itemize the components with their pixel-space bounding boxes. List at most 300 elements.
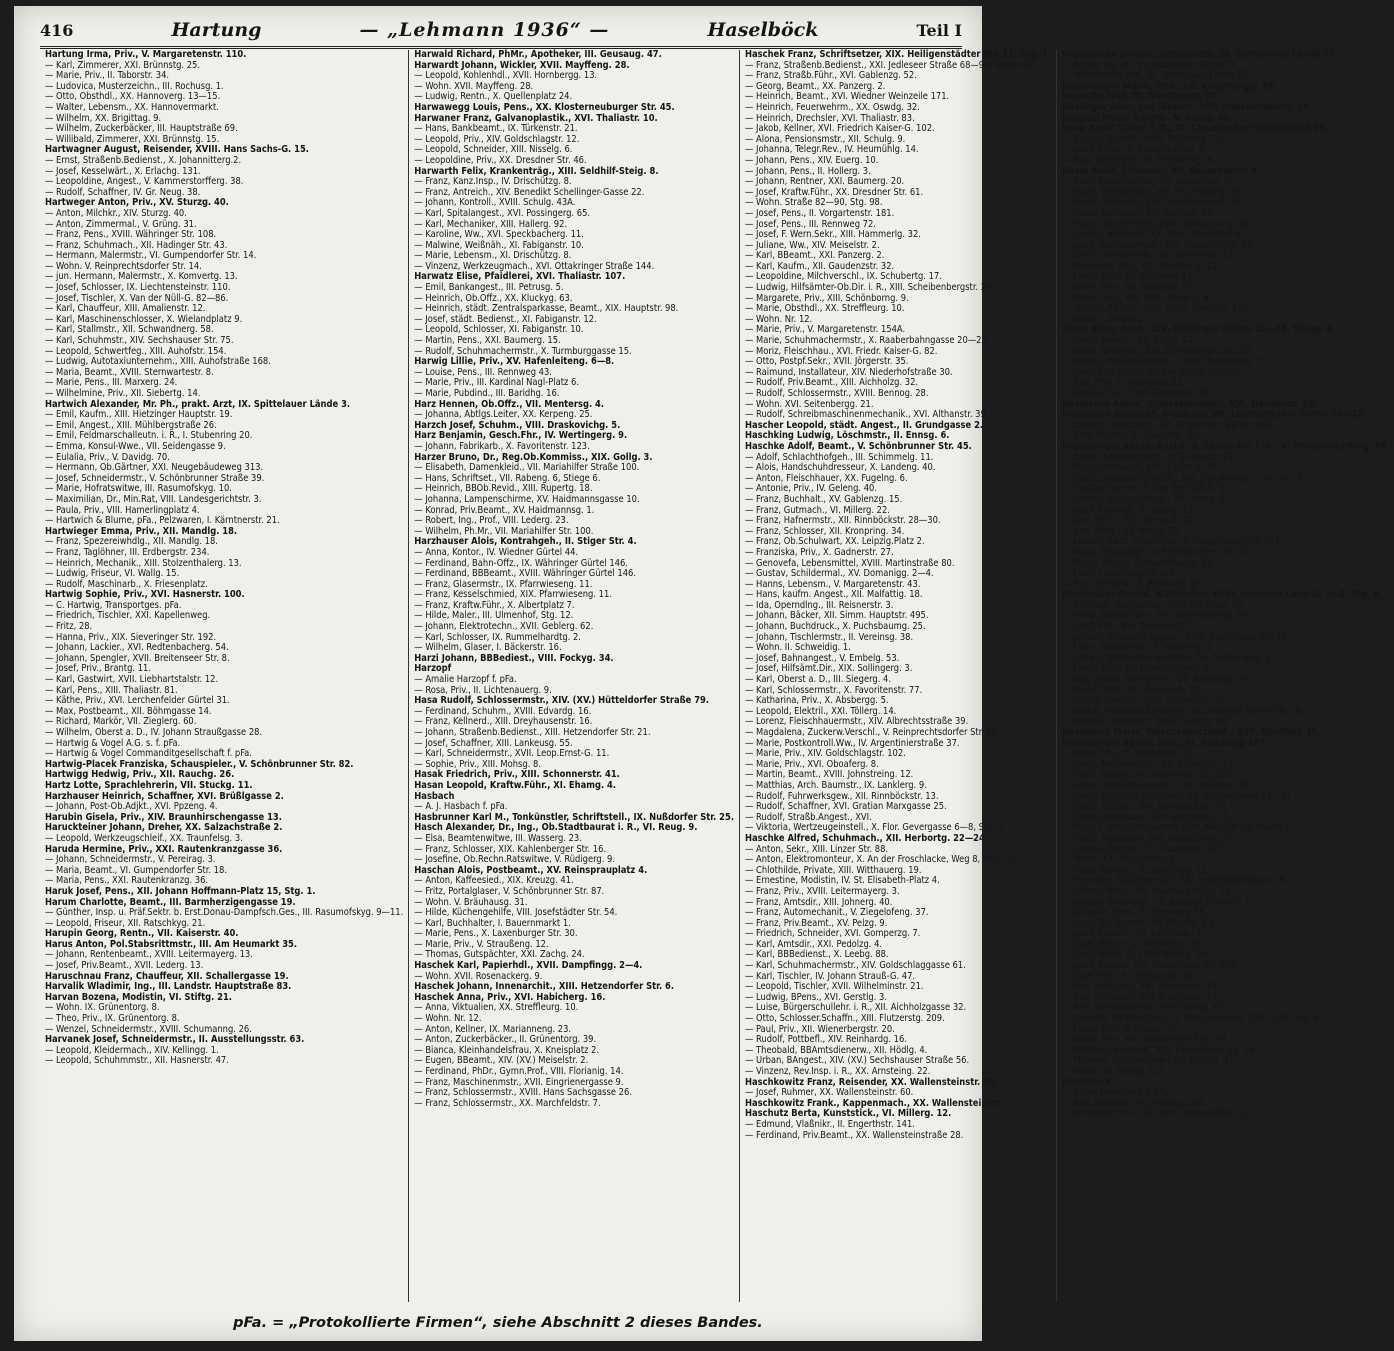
directory-entry: — Rosa, Priv., II. Lichtenauerg. 9.	[414, 684, 552, 696]
directory-entry: Hartwig Sophie, Priv., XVI. Hasnerstr. 100.	[45, 589, 245, 601]
directory-entry: Haschek Johann, Innenarchit., XIII. Hetzendorfer Str. 6.	[414, 981, 675, 993]
directory-entry: — Karl, Stallmstr., XII. Schwandnerg. 58.	[45, 324, 214, 336]
directory-entry: — Franz, Ob.Schulwart, XX. Leipzig.Platz 2.	[745, 536, 925, 548]
directory-entry: — Franz, Spezereiwhdlg., XII. Mandlg. 18.	[45, 536, 218, 548]
directory-entry: — Josef, Schlosser, IX. Liechtensteinstr. 110.	[45, 282, 231, 294]
directory-entry: — Franz, Buchhalt., XV. Gablenzg. 15.	[745, 493, 903, 505]
directory-entry: Haschke Adolf, Beamt., V. Schönbrunner Str. 45.	[745, 440, 972, 452]
directory-entry: — Karl, Gastwirt, XVII. Liebhartstalstr. 12.	[45, 674, 219, 686]
directory-entry: — Marie, Priv., XVI. Oboaferg. 8.	[745, 758, 879, 770]
directory-entry: — Raimund, Installateur, XIV. Niederhofstraße 30.	[745, 366, 953, 378]
directory-entry: — Hans, Bankbeamt., IX. Türkenstr. 21.	[414, 123, 578, 135]
directory-entry: — Paul, Priv., XII. Wienerbergstr. 20.	[745, 1023, 895, 1035]
directory-entry: — Eulalia, Priv., V. Davidg. 70.	[45, 451, 170, 463]
directory-entry: — Ferdinand, Priv.Beamt., XX. Wallensteinstraße 28.	[745, 1129, 964, 1141]
directory-entry: — Konrad, Priv.Beamt., XV. Haidmannsg. 1.	[414, 504, 595, 516]
directory-entry: Harus Anton, Pol.Stabsrittmstr., III. Am Heumarkt 35.	[45, 938, 298, 950]
directory-entry: Hasak Friedrich, Priv., XIII. Schonnerstr. 41.	[414, 769, 620, 781]
directory-entry: Harwatz Elise, Pfaidlerei, XVI. Thaliastr. 107.	[414, 271, 626, 283]
directory-entry: — Ernestine, Priv., XVI. Rich. Wagner-Platz 12.	[1062, 1108, 1254, 1120]
directory-entry: Hartweger Anton, Priv., XV. Sturzg. 40.	[45, 197, 229, 209]
directory-entry: — Hermann, Ob.Gärtner, XXI. Neugebäudeweg 313.	[45, 462, 264, 474]
directory-entry: — Franz, Schlosser, XIII. Dreyhausenstr. 16.	[1062, 197, 1244, 209]
directory-entry: — Wohn. XVI. Seitenbergg. 21.	[745, 398, 874, 410]
directory-entry: — Ernst, Straßenb.Bedienst., X. Johannitterg.2.	[45, 154, 242, 166]
directory-entry: — Anton, Kaffeesied., XIX. Kreuzg. 41.	[414, 875, 574, 887]
directory-entry: — Maria, Beamt., XVIII. Sternwartestr. 8.	[45, 366, 214, 378]
directory-entry: — Rudolf, Straßb.Angest., XVI.	[745, 811, 872, 823]
directory-entry: Hartz Lotte, Sprachlehrerin, VII. Stuckg. 11.	[45, 779, 253, 791]
directory-entry: — Viktoria, Wertzeugeinstell., X. Flor. Gevergasse 6—8, Stg. 3.	[745, 822, 1006, 834]
directory-entry: — Gustav, Stricker, XX. Pasettistr. 105.	[1062, 843, 1225, 855]
directory-entry: — Franz, Taglöhner, III. Erdbergstr. 234.	[45, 546, 210, 558]
directory-entry: — Maria, Priv., II. Ennsg. 20.	[1062, 1023, 1179, 1035]
directory-entry: — Maria, Beamt., VI. Gumpendorfer Str. 18.	[45, 864, 227, 876]
directory-entry: — Johann, Pens., XIII. Hainburger Str. 24.	[1062, 885, 1233, 897]
directory-entry: — Käthe, Priv., XVI. Lerchenfelder Gürtel 31.	[45, 695, 230, 707]
directory-entry: Haselauer Anton, Stukkateurmstr., XVI. Hasnerstr. 25.	[1062, 398, 1318, 410]
directory-entry: — Anna, Straßenb.Angest., XXI. Stadlauer Str. 3.	[1062, 779, 1265, 791]
directory-entry: — Anton, Milchkr., XIV. Sturzg. 40.	[45, 207, 187, 219]
directory-entry: — Josef, Hotel, III. Linke Bahng. 1A.	[1062, 949, 1209, 961]
directory-entry: — Karl, Schuhmstr., XIV. Sechshauser Str. 75.	[45, 335, 234, 347]
directory-entry: Hasel Alois, Rent., XIX. Döblinger Gürtel 21—23, Stiege 3.	[1062, 324, 1335, 336]
directory-entry: — Marie, Priv., XX. Rampstr. 13.	[1062, 282, 1195, 294]
directory-entry: — Ernestine, Modistin, IV. St. Elisabeth-Platz 4.	[745, 875, 940, 887]
directory-entry: — Rudolf, Maschinarb., X. Friesenplatz.	[45, 578, 208, 590]
directory-entry: — Karoline, Wäscherz., XX. Engerthstr. 99 bis 109.	[1062, 419, 1273, 431]
directory-entry: — Luise, Bürgerschullehr. i. R., XII. Aichholzgasse 32.	[745, 1002, 967, 1014]
directory-entry: — Karl, Schneidermstr., XVII. Leop.Ernst-G. 11.	[414, 748, 610, 760]
directory-entry: — Johann, Kontroll., XVIII. Schulg. 43A.	[414, 197, 576, 209]
directory-entry: — Wilhelm, XX. Brigittag. 9.	[45, 112, 162, 124]
directory-entry: — Johann, Spengler, XVII. Breitenseer Str. 8.	[45, 652, 230, 664]
directory-entry: — Anton, Zimmermal., V. Grüng. 31.	[45, 218, 197, 230]
directory-entry: — Thomas, Gutspächter, XXI. Zachg. 24.	[414, 949, 585, 961]
directory-entry: — Anton, Fleischhauer, XX. Fugelng. 6.	[745, 472, 908, 484]
directory-entry: — Wilhelm, Ph.Mr., VII. Mariahilfer Str. 100.	[414, 525, 594, 537]
directory-entry: — Rudolf, Schaffner, XVI. Gratian Marxgasse 25.	[745, 801, 947, 813]
directory-entry: — Franz, Angest., XII. Salbg. 22.	[1062, 335, 1196, 347]
directory-entry: — Ferdinand, Bahn-Offz., IX. Währinger Gürtel 146.	[414, 557, 628, 569]
directory-entry: — Rudolf, Priv., XX. Aspernstr. 12.	[1062, 684, 1203, 696]
directory-entry: — Wohn. XX. Pöchlarnstr. 8.	[1062, 854, 1178, 866]
directory-entry: — Franz, Glasermstr., IX. Pfarrwieseng. 11.	[414, 578, 593, 590]
directory-entry: — Franz, Schlosser, XII. Kronpring. 34.	[745, 525, 905, 537]
directory-entry: — Marie, Priv., XXI. Wilh. Raab-G. 4.	[1062, 292, 1212, 304]
directory-entry: — jun. Hermann, Malermstr., X. Komvertg. 13.	[45, 271, 238, 283]
directory-entry: — Rudolf, Schreibmaschinenmechanik., XVI. Althanstr. 39.	[745, 409, 989, 421]
directory-entry: — Johann, Buchdruck., X. Puchsbaumg. 25.	[745, 621, 926, 633]
directory-page	[14, 6, 1390, 1341]
directory-entry: — Franz, Kraftw.Führ., X. Albertplatz 7.	[414, 599, 575, 611]
directory-entry: — Rina, Private, II. Stuwerstr. 44.	[1062, 430, 1200, 442]
directory-entry: — Anton, Ing.-Pr., XV. Mariahilfer Gürtel 3.	[1062, 59, 1237, 71]
directory-entry: — Heinrich, Drechsler, XVI. Thaliastr. 83.	[745, 112, 915, 124]
directory-entry: — Anton, BBahnschaffn., II. Eichenstr. 23.	[1062, 451, 1236, 463]
directory-entry: — Johanna, Lampenschirme, XV. Haidmannsgasse 10.	[414, 493, 640, 505]
directory-entry: — Marie, Obsthdl., XX. Streffleurg. 10.	[745, 303, 905, 315]
directory-entry: Hartwich Alexander, Mr. Ph., prakt. Arzt, IX. Spittelauer Lände 3.	[45, 398, 351, 410]
directory-entry: — Wohn. XVII. Mayffeng. 28.	[414, 80, 534, 92]
directory-entry: — Josef, Pens., III. Rennweg 72.	[745, 218, 876, 230]
directory-entry: Haschutz Berta, Kunststick., VI. Millerg. 12.	[745, 1108, 952, 1120]
directory-entry: — Marianne, Priv., XX. Streffleurg. 12.	[1062, 260, 1220, 272]
directory-entry: — Heinrich, Mechanik., XIII. Stolzenthalerg. 13.	[45, 557, 242, 569]
directory-entry: — Marie, Hofratswitwe, III. Rasumofskyg. 10.	[45, 483, 232, 495]
directory-entry: — Ludwig, Hilfsämter-Ob.Dir. i. R., XIII. Scheibenbergstr. 29.	[745, 282, 995, 294]
directory-entry: — Georg, Beamt., XX. Panzerg. 2.	[745, 80, 886, 92]
directory-entry: — Marie, Lebensm., XI. Drischützg. 8.	[414, 250, 572, 262]
directory-entry: — Leopold, Priv., XIV. Goldschlagstr. 12.	[414, 133, 580, 145]
directory-entry: — Heinrich, Ob.Offz., XX. Kluckyg. 63.	[414, 292, 573, 304]
directory-entry: — Alois, Automonteur, XX. Salzachstr. 32.	[1062, 176, 1237, 188]
directory-entry: — Magdalena, Zuckerw.Verschl., V. Reinprechtsdorfer Str. 10.	[745, 727, 1000, 738]
page-header	[40, 14, 962, 49]
directory-entry: — Hanna, Priv., XIX. Sieveringer Str. 192.	[45, 631, 217, 643]
directory-entry: — Karl, Tischler, IV. Johann Strauß-G. 47.	[745, 970, 916, 982]
directory-entry: — Johann, Rentenbeamt., XVIII. Leitermayerg. 13.	[45, 949, 253, 961]
directory-entry: — Theo, Priv., IX. Grünentorg. 8.	[45, 1013, 180, 1025]
directory-entry: — Sophie, Priv., XVIII. Gablenzg. 52.	[1062, 388, 1212, 399]
directory-entry: Haruda Hermine, Priv., XXI. Rautenkranzgasse 36.	[45, 843, 283, 855]
directory-entry: — Paul, Drechsler, XII. Frühwirthg. 8.	[1062, 154, 1216, 166]
header-title: — „Lehmann 1936“ —	[359, 19, 610, 41]
directory-entry: Hasel Adolf, Schlosser, XV. Rauscherstr. 9.	[1062, 165, 1260, 177]
directory-entry: Harzch Josef, Schuhm., VIII. Draskovichg. 5.	[414, 419, 621, 431]
column-1	[40, 50, 409, 1302]
directory-entry: Haschel Franz, Kaufm., V. Kohlg. 46.	[1062, 112, 1233, 124]
directory-entry: — Wilhelm, Oberst a. D., IV. Johann Straußgasse 28.	[45, 727, 263, 738]
directory-entry: — Anton, Elektromonteur, X. An der Froschlacke, Weg 8, Parz. 50.	[745, 854, 1020, 866]
directory-entry: — Josef, Priv., XV. Schanzstr. 40.	[1062, 970, 1196, 982]
directory-columns	[40, 49, 1390, 1302]
directory-entry: — Karl, Schlossermstr., XIV. Fahrdg. 47.	[1062, 1002, 1226, 1014]
column-4	[1057, 50, 1394, 1302]
directory-entry: — Klara, Hausbesitz., X. Muhreng. 5.	[1062, 642, 1215, 654]
directory-entry: — Martin, Pens., XXI. Baumerg. 15.	[414, 335, 561, 347]
directory-entry: — Franz, Straßenb.Bedienst., XXI. Jedleseer Straße 68—94, Stiege 20.	[745, 59, 1038, 71]
directory-entry: Harwaner Franz, Galvanoplastik., XVI. Thaliastr. 10.	[414, 112, 658, 124]
directory-entry: — Walter, Lebensm., XX. Hannovermarkt.	[45, 101, 219, 113]
directory-entry: — August, Beamt., XVIII. Roßhartg. 70.	[1062, 133, 1225, 145]
directory-entry: Hasch Alexander, Dr., Ing., Ob.Stadtbaurat i. R., VI. Reug. 9.	[414, 822, 698, 834]
directory-entry: Harvan Bozena, Modistin, VI. Stiftg. 21.	[45, 991, 232, 1003]
directory-entry: — Josef, Kleinhdl., X. Kleing. 45.	[1062, 504, 1196, 516]
directory-entry: — Theobald, BBAmtsdienerw., XII. Hödlg. 4.	[745, 1044, 928, 1056]
directory-entry: — Franz, Gutmach., VI. Millerg. 22.	[745, 504, 890, 516]
directory-entry: — Wilhelm, Glaser, I. Bäckerstr. 16.	[414, 642, 562, 654]
directory-entry: — Johann, Bäcker, XII. Simm. Hauptstr. 495.	[745, 610, 929, 622]
directory-entry: — Ferdinand, Schuhm., XVIII. Edvardg. 16.	[414, 705, 592, 717]
directory-entry: — Anton, Zuckerbäcker., II. Grünentorg. 39.	[414, 1034, 597, 1046]
directory-entry: — Johann, Straßenb.Angest., XVIII. Breitenseer Str. 12.	[1062, 631, 1290, 643]
directory-entry: Harwald Richard, PhMr., Apotheker, III. Geusaug. 47.	[414, 49, 662, 60]
directory-entry: — Gustav, Dreher, X. Van der Nüll-G. 3.	[1062, 483, 1227, 495]
directory-entry: — Johann, Pens., XIV. Euerg. 10.	[745, 154, 879, 166]
directory-entry: — Karl, BBBedienst., X. Leebg. 88.	[745, 949, 889, 961]
directory-entry: Haschking Ludwig, Löschmstr., II. Ennsg. 6.	[745, 430, 950, 442]
directory-entry: — Otto, Schlosser.Schaffn., XIII. Flutzerstg. 209.	[745, 1013, 945, 1025]
directory-entry: — Elisabeth, Damenkleid., VII. Mariahilfer Straße 100.	[414, 462, 640, 474]
directory-entry: — Hilde, Küchengehilfe, VIII. Josefstädter Str. 54.	[414, 907, 618, 919]
directory-entry: — Hans, Rentner, IX. Bleicherg. 11.	[1062, 864, 1210, 876]
directory-entry: — Margarete, Priv., XIII. Schönborng. 9.	[745, 292, 909, 304]
directory-entry: — Rudolf, Straßenb.Schaffner, XX. Adalbert Stifter-Str. 16.	[1062, 705, 1304, 717]
directory-entry: Haschek Anna, Priv., XVI. Habicherg. 16.	[414, 991, 606, 1003]
directory-entry: — Ferdinand, PhDr., Gymn.Prof., VIII. Florianig. 14.	[414, 1066, 624, 1077]
directory-entry: — Josef, Bahnangest., V. Embelg. 53.	[745, 652, 900, 664]
directory-entry: — Anton, Sekr., XIII. Linzer Str. 88.	[745, 843, 889, 855]
header-first-entry: Hartung	[171, 19, 262, 41]
page-footer-note: pFa. = „Protokollierte Firmen“, siehe Abschnitt 2 dieses Bandes.	[233, 1315, 763, 1331]
directory-entry: — Johanna, Pens., III. Rennweg 16.	[1062, 907, 1207, 919]
directory-entry: Harwig Lillie, Priv., XV. Hafenleiteng. 6—8.	[414, 356, 615, 368]
directory-entry: — Johann, Straßenb.Bedienst., XIII. Hetzendorfer Str. 21.	[414, 727, 651, 738]
directory-entry: — Marie, Pubdind., III. Baridhg. 16.	[414, 388, 560, 399]
directory-entry: Hartung Irma, Priv., V. Margaretenstr. 110.	[45, 49, 247, 60]
directory-entry: — Josef, Pens., X. Naaderbahng. 2.	[1062, 144, 1208, 156]
directory-entry: — Hilde, Maler., III. Ulmenhof, Stg. 12.	[414, 610, 574, 622]
directory-entry: — Rudolf, Schuhmachermstr., X. Turmburggasse 15.	[414, 345, 632, 357]
directory-entry: — Karl, Bertr., XVI. Rampstr. 24.	[1062, 515, 1196, 527]
directory-entry: Haselbeck Marie, Wäschebeschließ., XVII. Schilfstr. 16.	[1062, 727, 1321, 738]
directory-entry: — Louise, Pens., III. Rennweg 43.	[414, 366, 552, 378]
directory-entry: — Franz, Schlosser, XIX. Kahlenberger Str. 16.	[414, 843, 607, 855]
directory-entry: — Friedrich, Tischler, XXI. Kapellenweg.	[45, 610, 211, 622]
directory-entry: — Karl, Oberst a. D., III. Siegerg. 4.	[745, 674, 891, 686]
directory-entry: — Anton, Kellner, IX. Marianneng. 23.	[414, 1023, 572, 1035]
directory-entry: — Mag. graph. Fachgesch., VII. Neubaug. 78.	[1062, 674, 1250, 686]
directory-entry: Haselböck	[1062, 1076, 1111, 1088]
directory-entry: — Franz, Feuerwehrm., XX. Kleinerstr. 29.	[1062, 758, 1236, 770]
directory-entry: — Marie, Priv., V. Margaretenstr. 154A.	[745, 324, 906, 336]
directory-entry: — Karl, Kaufm., XII. Gaudenzstr. 32.	[745, 260, 895, 272]
directory-entry: — Friedrich, Schneider, XVI. Gomperzg. 7.	[745, 928, 921, 940]
directory-entry: — Johann, Tischlermstr., II. Vereinsg. 38.	[745, 631, 914, 643]
directory-entry: Haschek Karl, Papierhdl., XVII. Dampfingg. 2—4.	[414, 960, 643, 972]
page-number: 416	[40, 20, 74, 40]
directory-entry: — Josef, Dr., Beamt., XV. Fröbelg. 53.	[1062, 917, 1216, 929]
directory-entry: — Josef, Schneidermstr., V. Schönbrunner Straße 39.	[45, 472, 265, 484]
directory-entry: — Wohn. Nr. 12.	[745, 313, 813, 325]
directory-entry: — Hans, kaufm. Angest., XII. Malfattig. 18.	[745, 589, 923, 601]
directory-entry: — Karl, Musiker, VII. Lindeng. 14A.	[1062, 1097, 1206, 1109]
directory-entry: — Josef, Priv., VIII. Schlösselg. 2.	[1062, 621, 1198, 633]
directory-entry: — Franz, Schlossermstr., XX. Marchfeldstr. 7.	[414, 1097, 601, 1109]
directory-entry: — Josef, Fleisch., XII. Lanbrudg. 2.	[1062, 928, 1205, 940]
directory-entry: — Wohn. XVII. Rosenackerg. 9.	[414, 970, 543, 982]
directory-entry: — Anna, Viktualien, XX. Streffleurg. 10.	[414, 1002, 579, 1014]
directory-entry: Hasan Leopold, Kraftw.Führ., XI. Ehamg. 4.	[414, 779, 617, 791]
directory-entry: — Leopoldine, Priv., XX. Dresdner Str. 46.	[414, 154, 587, 166]
directory-entry: — Heinrich, städt. Zentralsparkasse, Beamt., XIX. Hauptstr. 98.	[414, 303, 679, 315]
directory-entry: — Rudolf, Schaffner, IV. Gr. Neug. 38.	[45, 186, 201, 198]
directory-entry: — Leopold, Pol.Kanz.Insp., V. Margaretenstr. 100—104, Stg. 9.	[1062, 1013, 1321, 1025]
directory-entry: — Leopold, Friseur, XII. Ratschkyg. 21.	[45, 917, 206, 929]
directory-entry: — Ludovica, Musterzeichn., III. Rochusg. 1.	[45, 80, 224, 92]
directory-entry: — Franz, Antreich., XIV. Benedikt Schellinger-Gasse 22.	[414, 186, 645, 198]
directory-entry: — Genovefa, Lebensmittel, XVIII. Martinstraße 80.	[745, 557, 955, 569]
directory-entry: — Franz, Priv., XVIII. Leitermayerg. 3.	[745, 885, 900, 897]
directory-entry: — Josef, städt. Bedienst., XI. Fabiganstr. 12.	[414, 313, 597, 325]
directory-entry: — Franz, Wagnermstr., XVIII. Schumanng. 38.	[1062, 218, 1252, 230]
directory-entry: — Emil, Feldmarschalleutn. i. R., I. Stubenring 20.	[45, 430, 253, 442]
directory-entry: — Johann, Rentner, XXI. Baumerg. 20.	[745, 176, 905, 188]
directory-entry: — Wohn. Straße 82—90, Stg. 98.	[745, 197, 883, 209]
directory-entry: — Wohn. Nr. 12.	[414, 1013, 482, 1025]
directory-entry: — Karl, Maschinenschlosser, X. Wielandplatz 9.	[45, 313, 243, 325]
directory-entry: Hartwieger Emma, Priv., XII. Mandlg. 18.	[45, 525, 238, 537]
directory-entry: — Max, Postbeamt., XII. Böhmgasse 14.	[45, 705, 212, 717]
directory-entry: — Heinrich, BBOb.Revid., XIII. Rupertg. 18.	[414, 483, 593, 495]
directory-entry: Harzer Bruno, Dr., Reg.Ob.Kommiss., XIX. Gollg. 3.	[414, 451, 653, 463]
directory-entry: — Heinrich, Beamt., XVI. Wiedner Weinzeile 171.	[745, 91, 950, 103]
directory-entry: Haschke Alfred, Schuhmach., XII. Herbortg. 22—24.	[745, 832, 988, 844]
directory-entry: — C. Hartwig, Transportges. pFa.	[45, 599, 182, 611]
directory-entry: — Franz, Schlosser, XIX. Kahlenberger Str. 16.	[1062, 345, 1254, 357]
directory-entry: — Karl, Amtsgeh., XVI. Himmelstr. 61.	[1062, 981, 1221, 993]
directory-entry: Harz Benjamin, Gesch.Fhr., IV. Wertingerg. 9.	[414, 430, 628, 442]
directory-entry: — Amalie Harzopf f. pFa.	[414, 674, 517, 686]
directory-entry: — Marie, Priv., V. Straußeng. 12.	[414, 938, 549, 950]
directory-entry: — Josef, Hetzer, V. Wimmerg. 19.	[1062, 938, 1201, 950]
directory-entry: — Leopold, Tischler, XVII. Wilhelminstr. 21.	[745, 981, 924, 993]
directory-entry: — Franz, Kellnerd., XIII. Dreyhausenstr. 16.	[414, 716, 593, 728]
directory-entry: Harwardt Johann, Wickler, XVII. Mayffeng. 28.	[414, 59, 630, 71]
directory-entry: — Franz, Kanz.Insp., IV. Drischützg. 8.	[414, 176, 572, 188]
directory-entry: — Maria, Hausange., V. Schönbrunner Str. 72.	[1062, 546, 1253, 558]
directory-entry: — Anna, Priv., IX. Sobieskig. 21.	[1062, 748, 1195, 760]
directory-entry: — Josef, Ruhmer, XX. Wallensteinstr. 60.	[745, 1087, 914, 1099]
directory-entry: — Johann, Pens., II. Hollerg. 3.	[745, 165, 871, 177]
directory-entry: Harwawegg Louis, Pens., XX. Klosterneuburger Str. 45.	[414, 101, 675, 113]
directory-entry: — Marie, Priv., XV. Henrietteplatz 3.	[1062, 663, 1211, 675]
directory-entry: — Johann, Schneidermstr., V. Pereirag. 3.	[45, 854, 216, 866]
directory-entry: Harum Charlotte, Beamt., III. Barmherzigengasse 19.	[45, 896, 296, 908]
directory-entry: — Johanna, Telegr.Rev., IV. Heumühlg. 14.	[745, 144, 919, 156]
directory-entry: — Franz, Kesselschmied, XIX. Pfarrwieseng. 11.	[414, 589, 612, 601]
directory-entry: — Franz, Schlosser, XX. Winterg. 27.	[1062, 207, 1215, 219]
directory-entry: Harzopf	[414, 663, 452, 675]
directory-entry: — Johann, Antreich., XX. Pater Abel-Platz 9.	[1062, 229, 1244, 241]
directory-entry: — Malwine, Weißnäh., XI. Fabiganstr. 10.	[414, 239, 584, 251]
directory-entry: — Franz, Maschinenmstr., XVII. Eingrienergasse 9.	[414, 1076, 624, 1088]
directory-entry: Haschan Alois, Postbeamt., XV. Reinsprauplatz 4.	[414, 864, 648, 876]
directory-entry: Harzhauser Heinrich, Schaffner, XVI. Brüßlgasse 2.	[45, 790, 284, 802]
directory-entry: — Maria, Pens., XXI. Rautenkranzg. 36.	[45, 875, 209, 887]
directory-entry: — Franz, Hafnermstr., XII. Rinnböckstr. 28—30.	[745, 515, 941, 527]
directory-entry: Haruschnau Franz, Chauffeur, XII. Schallergasse 19.	[45, 970, 289, 982]
directory-entry: — Josef, Priv.Beamt., XVII. Lederg. 13.	[45, 960, 204, 972]
directory-entry: — Fritz, Portalglaser, V. Schönbrunner Str. 87.	[414, 885, 605, 897]
directory-entry: Haruckteiner Johann, Dreher, XX. Salzachstraße 2.	[45, 822, 283, 834]
directory-entry: — Elsa, Beamtenwitwe, III. Wasserg. 23.	[414, 832, 582, 844]
directory-entry: — Josef, F. Wern.Sekr., XIII. Hammerlg. 32.	[745, 229, 921, 241]
directory-entry: — Anton Haselböck f. pFa.	[1062, 1087, 1171, 1099]
directory-entry: — Wilhelm, Kranführ., XVIII. Gaberg. 54.	[1062, 716, 1229, 728]
directory-entry: Haschmann Johann, Sattlermstr., IX. Spittelauer Lände 27.	[1062, 49, 1339, 60]
directory-entry: — Ludwig, Friseur, VI. Wallg. 15.	[45, 568, 180, 580]
directory-entry: — Hartwig & Vogel Commanditgesellschaft f. pFa.	[45, 748, 252, 760]
directory-entry: — Wilhelm, Zuckerbäcker, III. Hauptstraße 69.	[45, 123, 238, 135]
directory-entry: — Antonie, Priv., IV. Geleng. 40.	[745, 483, 877, 495]
directory-entry: — Vinzenz, Werkzeugmach., XVI. Ottakringer Straße 144.	[414, 260, 655, 272]
directory-entry: — Hermann, Malermstr., VI. Gumpendorfer Str. 14.	[45, 250, 257, 262]
directory-entry: — Karl, Berlt., XV. Wattg. 59.	[1062, 525, 1182, 537]
directory-entry: — Franz, Straßb.Führ., XVI. Redtenbachg. 54.	[1062, 610, 1250, 622]
directory-entry: Hascher Leopold, städt. Angest., II. Grundgasse 2.	[745, 419, 984, 431]
directory-entry: — Marie, Pens., X. Laxenburger Str. 30.	[414, 928, 578, 940]
directory-entry: — Robert, Ing., Prof., VIII. Lederg. 23.	[414, 515, 569, 527]
directory-entry: Harvalik Wladimir, Ing., III. Landstr. Hauptstraße 83.	[45, 981, 292, 993]
directory-entry: Harupin Georg, Rentn., VII. Kaiserstr. 40.	[45, 928, 239, 940]
directory-entry: — Ludwig, BPens., XVI. Gerstlg. 3.	[745, 991, 888, 1003]
directory-entry: — Josef, Priv., Brantg. 11.	[45, 663, 151, 675]
directory-entry: Haschek Franz, Schriftsetzer, XIX. Heiligenstädter Str. 11, Stg. 1.	[745, 49, 1052, 60]
directory-entry: — Leopold, Kohlenhdl., XVII. Hornbergg. 13.	[414, 70, 598, 82]
directory-entry: — Josef, Tischlermstr., XIV. Wurmieng. 11.	[1062, 250, 1237, 262]
header-part: Teil I	[916, 20, 962, 40]
directory-entry: — Franz, Amtsdir., XIII. Johnerg. 40.	[745, 896, 893, 908]
directory-entry: — Maria, Priv., II. Schlachthausg. 34.	[1062, 557, 1215, 569]
directory-entry: — Math. Haselberger f. pFa.	[1062, 568, 1178, 580]
directory-entry: — Johann, Pol.Bezirksinsp., I. Priv. Possingerg. 57.	[1062, 356, 1270, 368]
directory-entry: — Hermann, Taschnermstr., XIII. Hochfassengasse 29.	[1062, 875, 1288, 887]
directory-entry: Haschmayer Marie, Priv., XX. Kugelfangg. 58.	[1062, 80, 1277, 92]
directory-entry: — Marie, Priv., XII. Rennweg 14.	[1062, 271, 1195, 283]
directory-entry: — Leopoldine, Milchverschl., IX. Schubertg. 17.	[745, 271, 942, 283]
directory-entry: — Franz, Schuhmach., XII. Hadinger Str. 43.	[45, 239, 228, 251]
directory-entry: — Rudolf, Fuhrwerksgew., XII. Rinnböckstr. 13.	[745, 790, 939, 802]
directory-entry: — Karl, Mechaniker, XIII. Hallerg. 92.	[414, 218, 568, 230]
directory-entry: — Johanna, Abtlgs.Leiter, XX. Kerpeng. 25.	[414, 409, 593, 421]
column-2	[409, 50, 740, 1302]
directory-entry: — Rudolf, Pottbefl., XIV. Reinhardg. 16.	[745, 1034, 907, 1046]
directory-entry: — Karl, Schlosser, IX. Rummelhardtg. 2.	[414, 631, 581, 643]
directory-entry: — Emil, Angest., XIII. Mühlbergstraße 26.	[45, 419, 217, 431]
directory-entry: — Emil, Kaufm., XIII. Hietzinger Hauptstr. 19.	[45, 409, 233, 421]
directory-entry: — Leopold, Werkzeugschleif., XX. Traunfelsg. 3.	[45, 832, 243, 844]
directory-entry: — Chlothilde, Private, XIII. Witthauerg. 19.	[745, 864, 922, 876]
directory-entry: — Juliane, Ww., XIV. Meiselstr. 2.	[745, 239, 880, 251]
directory-entry: — Karl, BBeamt., XXI. Panzerg. 2.	[745, 250, 885, 262]
directory-entry: — Leopold, Kleidermach., XIV. Kellingg. 1.	[45, 1044, 219, 1056]
directory-entry: Harzhauser Alois, Kontrahgeh., II. Stiger Str. 4.	[414, 536, 637, 548]
directory-entry: — Marie, Schuhmachermstr., X. Raaberbahngasse 20—22.	[745, 335, 990, 347]
directory-entry: — Ludwig, Autotaxiunternehm., XIII. Auhofstraße 168.	[45, 356, 271, 368]
directory-entry: — Franz, Straßb.Führ., XVI. Gablenzg. 52.	[745, 70, 917, 82]
directory-entry: — Ludwig, Beleuchtungswärter, XI. Gottschaltg. 3.	[1062, 652, 1273, 664]
directory-entry: — Paula, Priv., VIII. Hamerlingplatz 4.	[45, 504, 200, 516]
directory-entry: Haslinger Alois, Jnd. Beamt., VIII. Stolzenthalerg. 18.	[1062, 101, 1313, 113]
directory-entry: — Therese, Taschnergew., VII. Zollerg. 37.	[1062, 1055, 1237, 1067]
directory-entry: — Karl, Schlossermstr., X. Favoritenstr. 77.	[745, 684, 923, 696]
directory-entry: — Johann, Lackier., XVI. Redtenbacherg. 54.	[45, 642, 229, 654]
directory-entry: — Karl, Amtsdir., XXI. Pedolzg. 4.	[745, 938, 883, 950]
directory-entry: — Wenzel, Fa.Ges., XVII. Hern. Hauptstr. 159.	[1062, 303, 1251, 315]
directory-entry: Haschkowitz Frank., Kappenmach., XX. Wallensteinstr.	[745, 1097, 1003, 1109]
directory-entry: — Franz, Kaufm., XV. Mariahilfer Str. 161.	[1062, 769, 1234, 781]
directory-entry: — Marie, Priv., XIV. Goldschlagstr. 102.	[745, 748, 906, 760]
directory-entry: — Leopold, Schwertfeg., XIII. Auhofstr. 154.	[45, 345, 227, 357]
directory-entry: — Franz, Schlossermstr., XVIII. Hans Sachsgasse 26.	[414, 1087, 632, 1099]
directory-entry: — Wohn. I. Rudolf 5.	[1062, 313, 1147, 325]
directory-entry: — Matthias, Arch. Baumstr., IX. Lanklerg. 9.	[745, 779, 927, 791]
directory-entry: — Franz F. Hotel-Restaurant XVIII. Neustift am Walde 2.	[1062, 822, 1293, 834]
directory-entry: — Sophie, Priv., XIII. Mohsg. 8.	[414, 758, 542, 770]
directory-entry: — Johann, Elektrotechn., XVII. Geblerg. 62.	[414, 621, 594, 633]
